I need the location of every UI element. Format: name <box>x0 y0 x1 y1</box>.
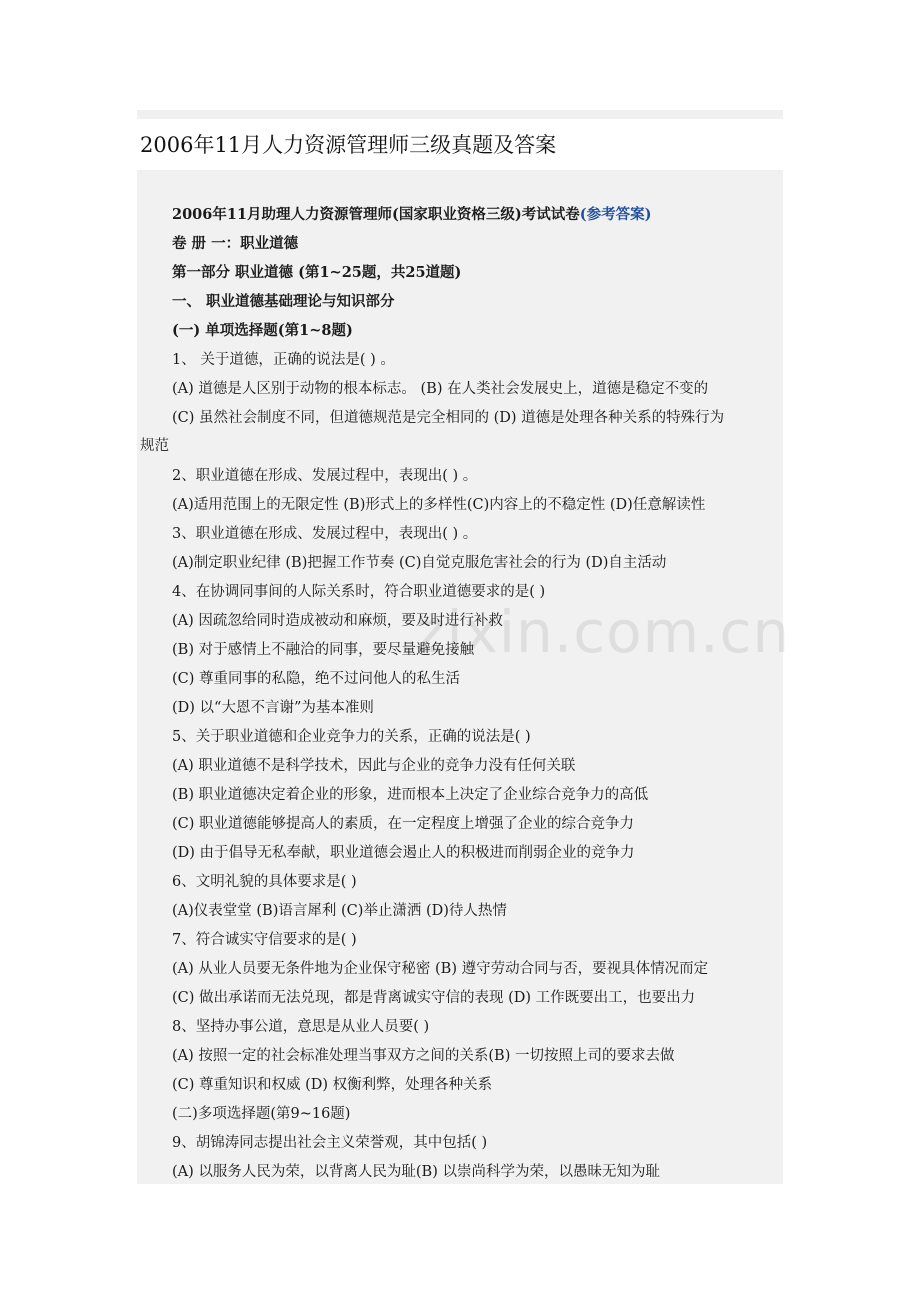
option-line: (A)仪表堂堂 (B)语言犀利 (C)举止潇洒 (D)待人热情 <box>172 903 507 919</box>
option-line: (C) 尊重知识和权威 (D) 权衡利弊，处理各种关系 <box>172 1077 493 1093</box>
top-divider-strip <box>137 110 783 119</box>
option-line: (A) 以服务人民为荣，以背离人民为耻(B) 以崇尚科学为荣，以愚昧无知为耻 <box>172 1164 660 1180</box>
option-line: (A) 按照一定的社会标准处理当事双方之间的关系(B) 一切按照上司的要求去做 <box>172 1048 675 1064</box>
volume-heading: 卷 册 一：职业道德 <box>172 235 299 252</box>
question-line: 5、关于职业道德和企业竞争力的关系，正确的说法是( ) <box>172 729 531 745</box>
answer-link[interactable]: (参考答案) <box>579 206 652 223</box>
option-line: (C) 尊重同事的私隐，绝不过问他人的私生活 <box>172 671 461 687</box>
option-line-continued: 规范 <box>140 438 169 454</box>
option-line: (A) 道德是人区别于动物的根本标志。 (B) 在人类社会发展史上，道德是稳定不变的 <box>172 381 709 397</box>
page-title: 2006年11月人力资源管理师三级真题及答案 <box>140 133 557 157</box>
option-line: (C) 职业道德能够提高人的素质，在一定程度上增强了企业的综合竞争力 <box>172 816 635 832</box>
option-line: (D) 以“大恩不言谢”为基本准则 <box>172 700 374 716</box>
option-line: (A)适用范围上的无限定性 (B)形式上的多样性(C)内容上的不稳定性 (D)任意解读性 <box>172 497 706 513</box>
question-line: 3、职业道德在形成、发展过程中，表现出( ) 。 <box>172 526 478 542</box>
option-line: (C) 做出承诺而无法兑现，都是背离诚实守信的表现 (D) 工作既要出工，也要出力 <box>172 990 696 1006</box>
question-line: 1、 关于道德，正确的说法是( ) 。 <box>172 352 395 368</box>
question-line: 4、在协调同事间的人际关系时，符合职业道德要求的是( ) <box>172 584 546 600</box>
exam-header-text: 2006年11月助理人力资源管理师(国家职业资格三级)考试试卷 <box>172 206 580 223</box>
question-line: 7、符合诚实守信要求的是( ) <box>172 932 357 948</box>
option-line: (D) 由于倡导无私奉献，职业道德会遏止人的积极进而削弱企业的竞争力 <box>172 845 635 861</box>
part-heading: 第一部分 职业道德 (第1~25题，共25道题) <box>172 264 462 281</box>
section-heading: 一、 职业道德基础理论与知识部分 <box>172 293 395 310</box>
question-line: 9、胡锦涛同志提出社会主义荣誉观，其中包括( ) <box>172 1135 488 1151</box>
option-line: (A) 从业人员要无条件地为企业保守秘密 (B) 遵守劳动合同与否，要视具体情况而定 <box>172 961 709 977</box>
option-line: (C) 虽然社会制度不同，但道德规范是完全相同的 (D) 道德是处理各种关系的特殊行为 <box>172 410 725 426</box>
question-line: 2、职业道德在形成、发展过程中，表现出( ) 。 <box>172 468 478 484</box>
option-line: (A) 因疏忽给同时造成被动和麻烦，要及时进行补救 <box>172 613 503 629</box>
question-line: 8、坚持办事公道，意思是从业人员要( ) <box>172 1019 430 1035</box>
watermark-text: zixin.com.cn <box>415 598 791 666</box>
question-line: 6、文明礼貌的具体要求是( ) <box>172 874 357 890</box>
subsection-heading-multi: (二)多项选择题(第9~16题) <box>172 1106 351 1122</box>
option-line: (A) 职业道德不是科学技术，因此与企业的竞争力没有任何关联 <box>172 758 576 774</box>
option-line: (B) 职业道德决定着企业的形象，进而根本上决定了企业综合竞争力的高低 <box>172 787 649 803</box>
subsection-heading: (一) 单项选择题(第1~8题) <box>172 322 353 339</box>
option-line: (A)制定职业纪律 (B)把握工作节奏 (C)自觉克服危害社会的行为 (D)自主活动 <box>172 555 667 571</box>
option-line: (B) 对于感情上不融洽的同事，要尽量避免接触 <box>172 642 475 658</box>
exam-header <box>172 205 652 225</box>
